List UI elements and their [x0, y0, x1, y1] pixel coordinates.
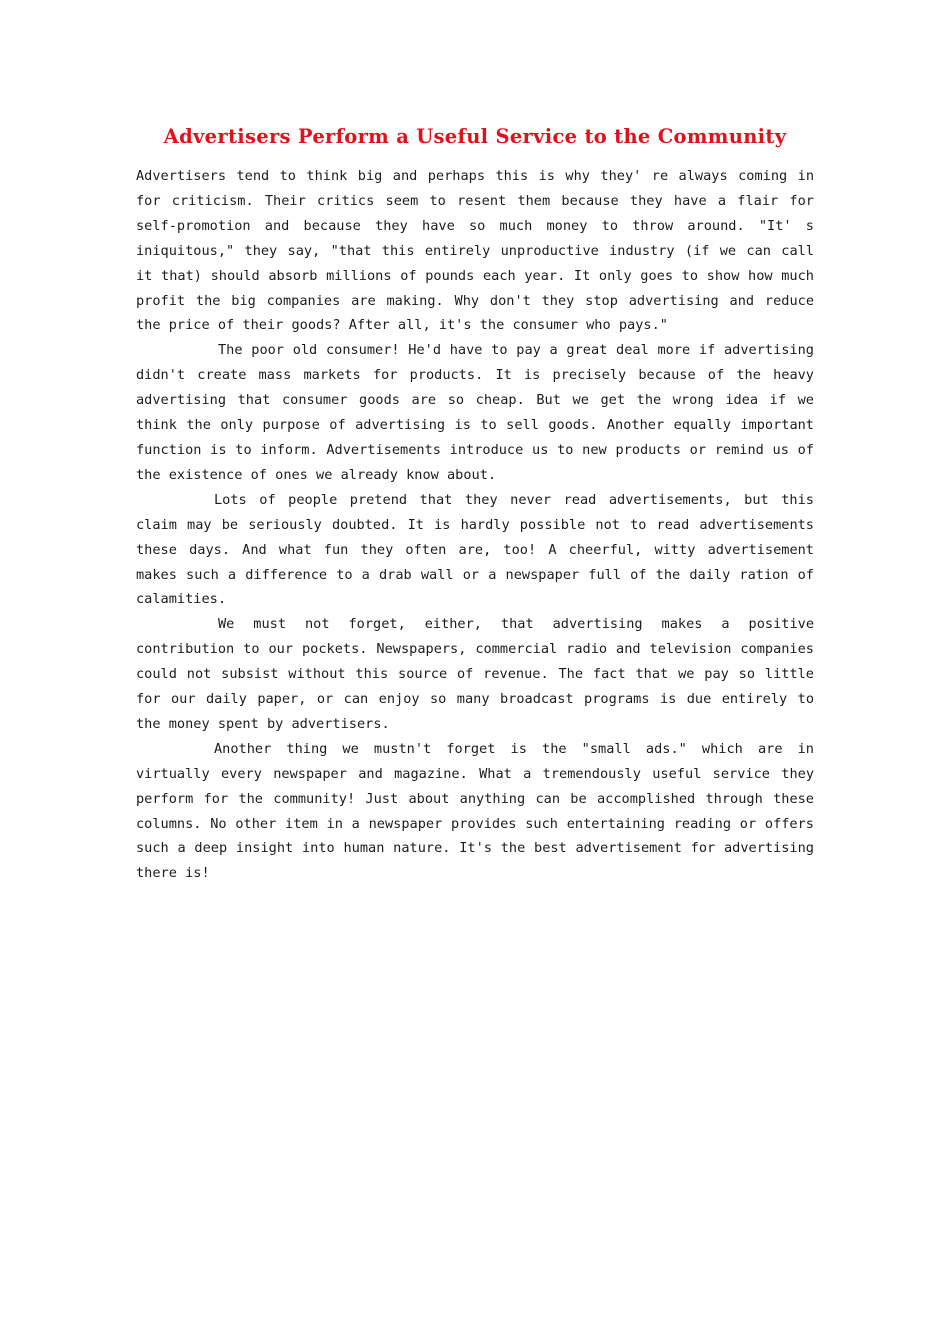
paragraph-2: The poor old consumer! He'd have to pay a great deal more if advertising didn't create mass markets for products. It is precisely because of the heavy advertising that consumer goods are so cheap. But we get the wrong idea if we think the only purpose of advertising is to sell goods. Another equally important function is to inform. Advertisements introduce us to new products or remind us of the existence of ones we already know about.	[136, 342, 814, 483]
document-page	[136, 120, 814, 886]
paragraph-3: Lots of people pretend that they never read advertisements, but this claim may be seriously doubted. It is hardly possible not to read advertisements these days. And what fun they often are, too! A cheerful, witty advertisement makes such a difference to a drab wall or a newspaper full of the daily ration of calamities.	[136, 491, 814, 608]
paragraph-5: Another thing we mustn't forget is the "small ads." which are in virtually every newspaper and magazine. What a tremendously useful service they perform for the community! Just about anything can be accomplished through these columns. No other item in a newspaper provides such entertaining reading or offers such a deep insight into human nature. It's the best advertisement for advertising there is!	[136, 740, 814, 882]
paragraph-1: Advertisers tend to think big and perhaps this is why they' re always coming in for criticism. Their critics seem to resent them because they have a flair for self-promotion and because they have so much money to throw around. "It' s iniquitous," they say, "that this entirely unproductive industry (if we can call it that) should absorb millions of pounds each year. It only goes to show how much profit the big companies are making. Why don't they stop advertising and reduce the price of their goods? After all, it's the consumer who pays."	[136, 168, 814, 334]
paragraph-4: We must not forget, either, that advertising makes a positive contribution to our pockets. Newspapers, commercial radio and television companies could not subsist without this source of revenue. The fact that we pay so little for our daily paper, or can enjoy so many broadcast programs is due entirely to the money spent by advertisers.	[136, 616, 814, 732]
document-title: Advertisers Perform a Useful Service to the Community	[163, 125, 787, 148]
